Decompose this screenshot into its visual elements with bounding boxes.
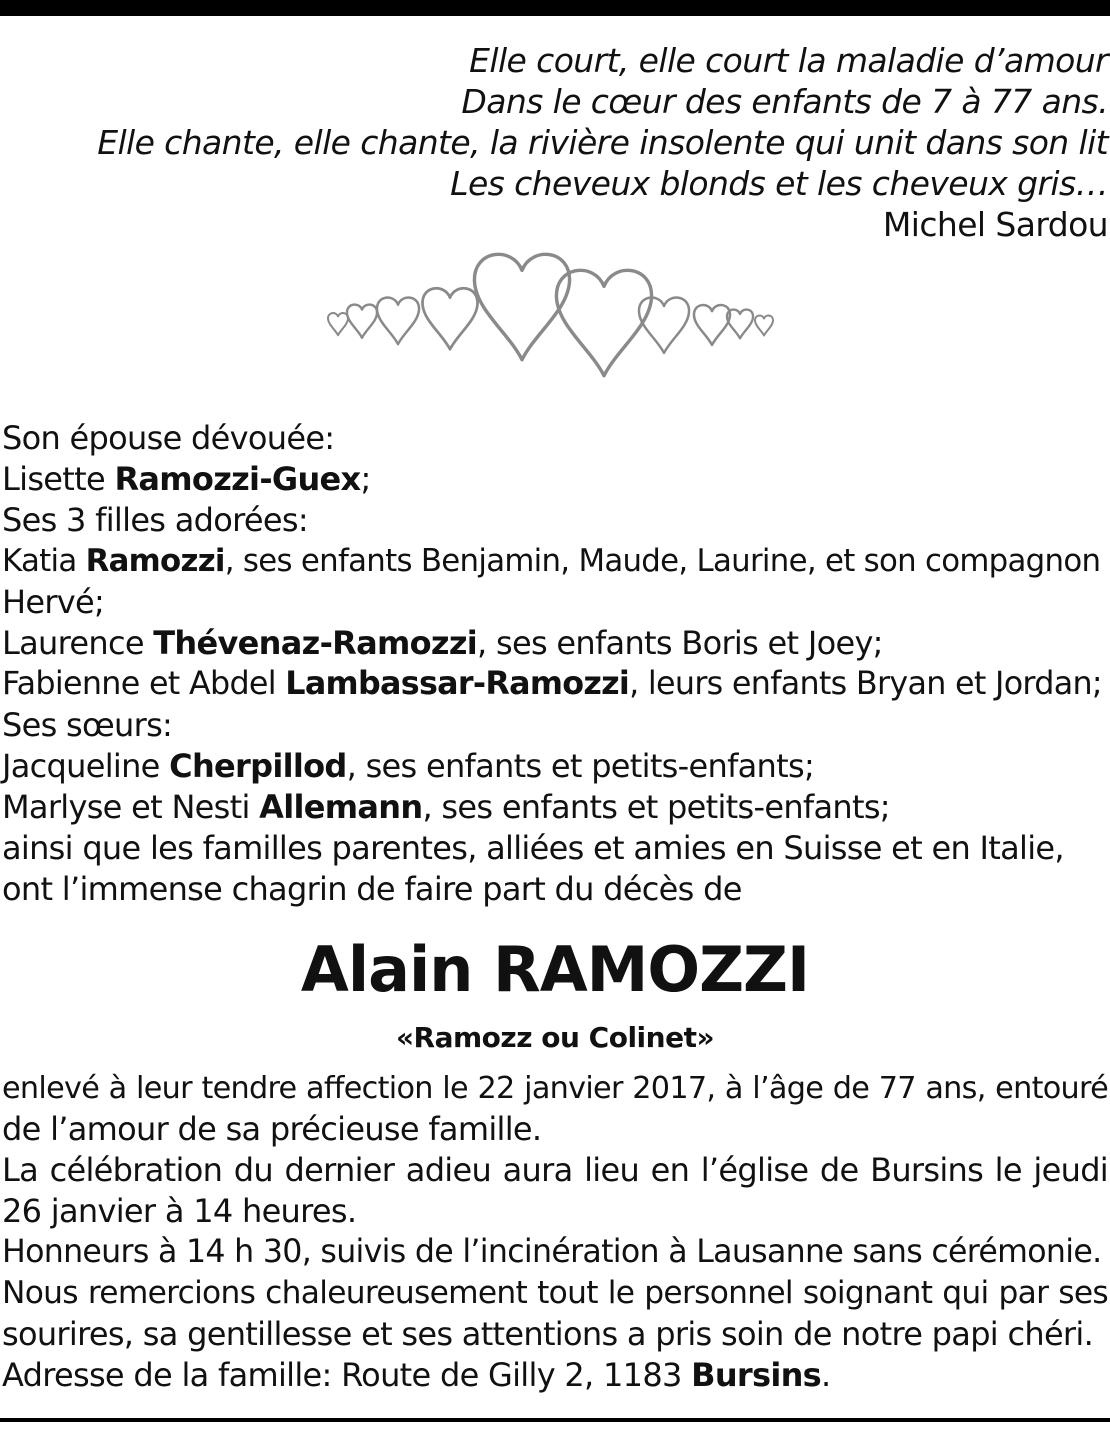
family-line	[2, 746, 1108, 787]
family-line: Ses sœurs:	[2, 706, 173, 744]
text-run: ;	[360, 460, 371, 498]
family-line	[2, 664, 1108, 705]
family-line	[2, 459, 1108, 500]
family-line	[2, 623, 1108, 664]
bottom-rule	[0, 1418, 1110, 1422]
body-line: enlevé à leur tendre affection le 22 janvier 2017, à l’âge de 77 ans, entouré	[2, 1071, 1108, 1106]
family-announcement	[2, 418, 1108, 910]
text-run: , leurs enfants Bryan et Jordan;	[629, 666, 1102, 702]
body-line: 26 janvier à 14 heures.	[2, 1192, 357, 1230]
family-name: Thévenaz-Ramozzi	[153, 624, 478, 662]
quote-line: Elle court, elle court la maladie d’amour	[469, 41, 1108, 80]
deceased-name: Alain RAMOZZI	[300, 933, 810, 1006]
family-line: ont l’immense chagrin de faire part du décès de	[2, 870, 742, 908]
text-run: , ses enfants Boris et Joey;	[477, 624, 883, 662]
quote-line: Elle chante, elle chante, la rivière insolente qui unit dans son lit	[97, 123, 1108, 162]
family-name: Ramozzi	[85, 543, 225, 579]
text-run: , ses enfants et petits-enfants;	[422, 788, 890, 826]
quote-line: Les cheveux blonds et les cheveux gris…	[450, 164, 1108, 203]
body-line: sourires, sa gentillesse et ses attentions a pris soin de notre papi chéri.	[2, 1315, 1094, 1353]
body-line: La célébration du dernier adieu aura lieu en l’église de Bursins le jeudi	[2, 1151, 1108, 1189]
family-line: Ses 3 filles adorées:	[2, 501, 308, 539]
address-town: Bursins	[691, 1356, 822, 1394]
quote-line: Dans le cœur des enfants de 7 à 77 ans.	[461, 82, 1108, 121]
text-run: Adresse de la famille: Route de Gilly 2, 1183	[2, 1356, 692, 1394]
text-run: Katia	[2, 543, 86, 579]
text-run: Fabienne et Abdel	[2, 666, 286, 702]
text-run: Lisette	[2, 460, 115, 498]
family-line: Hervé;	[2, 583, 105, 621]
top-rule	[0, 0, 1110, 16]
ceremony-details	[2, 1068, 1108, 1396]
body-line: Nous remercions chaleureusement tout le personnel soignant qui par ses	[2, 1275, 1108, 1311]
family-line: Son épouse dévouée:	[2, 419, 335, 457]
family-line	[2, 787, 1108, 828]
family-name: Allemann	[259, 788, 423, 826]
family-name: Ramozzi-Guex	[114, 460, 361, 498]
text-run: Laurence	[2, 624, 154, 662]
family-name: Lambassar-Ramozzi	[285, 666, 630, 702]
family-line: ainsi que les familles parentes, alliées et amies en Suisse et en Italie,	[2, 829, 1064, 867]
text-run: Marlyse et Nesti	[2, 788, 260, 826]
body-line: Honneurs à 14 h 30, suivis de l’incinération à Lausanne sans cérémonie.	[2, 1234, 1102, 1270]
family-name: Cherpillod	[169, 747, 347, 785]
text-run: .	[821, 1356, 831, 1394]
text-run: Jacqueline	[2, 747, 170, 785]
hearts-garland-icon	[320, 250, 790, 390]
quote-author: Michel Sardou	[882, 205, 1108, 244]
text-run: , ses enfants Benjamin, Maude, Laurine, et son compagnon	[224, 543, 1101, 579]
family-line	[2, 541, 1108, 582]
text-run: , ses enfants et petits-enfants;	[346, 747, 815, 785]
deceased-nickname: «Ramozz ou Colinet»	[395, 1021, 715, 1054]
family-address	[2, 1355, 1108, 1396]
epigraph-quote	[8, 40, 1108, 245]
body-line: de l’amour de sa précieuse famille.	[2, 1110, 542, 1148]
